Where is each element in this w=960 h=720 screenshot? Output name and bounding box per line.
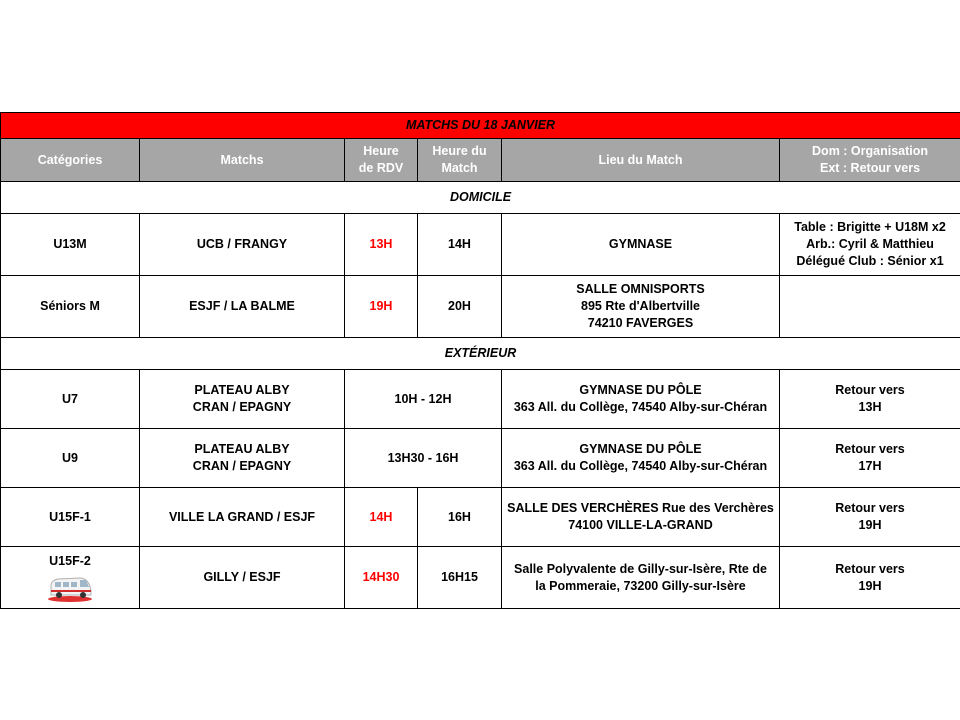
header-match-time: Heure du Match [418, 139, 502, 182]
time-range-cell: 10H - 12H [345, 370, 502, 429]
header-matchs: Matchs [140, 139, 345, 182]
match-schedule-table [0, 112, 960, 609]
category-cell: U15F-1 [1, 488, 140, 547]
match-cell: PLATEAU ALBY CRAN / EPAGNY [140, 370, 345, 429]
header-categories: Catégories [1, 139, 140, 182]
lieu-cell: GYMNASE DU PÔLE 363 All. du Collège, 74540 Alby-sur-Chéran [502, 429, 780, 488]
section-title-domicile: DOMICILE [1, 182, 960, 214]
match-cell: VILLE LA GRAND / ESJF [140, 488, 345, 547]
lieu-cell: SALLE OMNISPORTS 895 Rte d'Albertville 74210 FAVERGES [502, 276, 780, 338]
rdv-cell: 19H [345, 276, 418, 338]
lieu-cell: SALLE DES VERCHÈRES Rue des Verchères 74100 VILLE-LA-GRAND [502, 488, 780, 547]
table-row [1, 214, 960, 276]
organisation-cell: Retour vers 19H [780, 488, 960, 547]
category-cell: U13M [1, 214, 140, 276]
header-organisation: Dom : Organisation Ext : Retour vers [780, 139, 960, 182]
table-row [1, 276, 960, 338]
match-time-cell: 20H [418, 276, 502, 338]
lieu-cell: GYMNASE [502, 214, 780, 276]
title-row [1, 113, 960, 139]
category-cell: U7 [1, 370, 140, 429]
lieu-cell: Salle Polyvalente de Gilly-sur-Isère, Rte de la Pommeraie, 73200 Gilly-sur-Isère [502, 547, 780, 609]
section-exterieur [1, 338, 960, 370]
category-cell: U15F-2 [1, 547, 140, 609]
organisation-cell: Retour vers 13H [780, 370, 960, 429]
category-cell: U9 [1, 429, 140, 488]
match-cell: PLATEAU ALBY CRAN / EPAGNY [140, 429, 345, 488]
match-cell: ESJF / LA BALME [140, 276, 345, 338]
organisation-cell: Retour vers 17H [780, 429, 960, 488]
table-row [1, 547, 960, 609]
table-row [1, 370, 960, 429]
match-time-cell: 16H [418, 488, 502, 547]
schedule-title: MATCHS DU 18 JANVIER [1, 113, 960, 139]
van-icon [46, 574, 94, 602]
header-lieu: Lieu du Match [502, 139, 780, 182]
match-time-cell: 16H15 [418, 547, 502, 609]
header-row [1, 139, 960, 182]
match-time-cell: 14H [418, 214, 502, 276]
section-title-exterieur: EXTÉRIEUR [1, 338, 960, 370]
time-range-cell: 13H30 - 16H [345, 429, 502, 488]
table-row [1, 488, 960, 547]
organisation-cell [780, 276, 960, 338]
category-cell: Séniors M [1, 276, 140, 338]
rdv-cell: 13H [345, 214, 418, 276]
header-rdv: Heure de RDV [345, 139, 418, 182]
lieu-cell: GYMNASE DU PÔLE 363 All. du Collège, 74540 Alby-sur-Chéran [502, 370, 780, 429]
table-row [1, 429, 960, 488]
match-cell: GILLY / ESJF [140, 547, 345, 609]
organisation-cell: Table : Brigitte + U18M x2 Arb.: Cyril & Matthieu Délégué Club : Sénior x1 [780, 214, 960, 276]
section-domicile [1, 182, 960, 214]
rdv-cell: 14H [345, 488, 418, 547]
rdv-cell: 14H30 [345, 547, 418, 609]
organisation-cell: Retour vers 19H [780, 547, 960, 609]
match-cell: UCB / FRANGY [140, 214, 345, 276]
